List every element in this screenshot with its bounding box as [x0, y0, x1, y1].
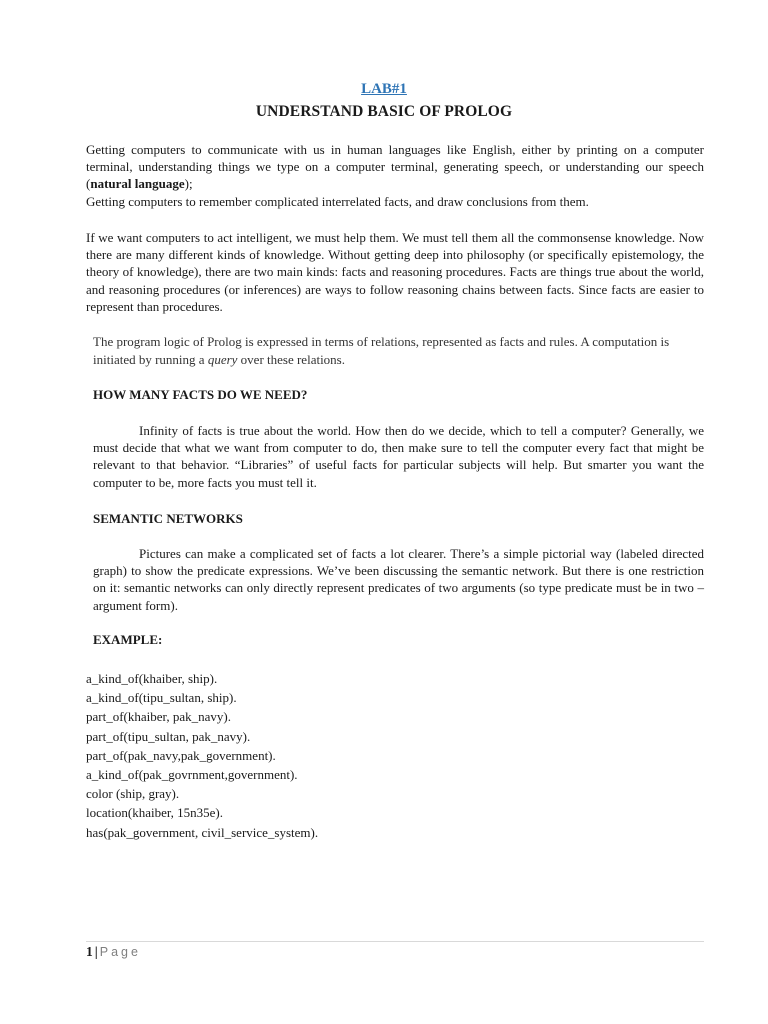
intro-paragraph-2: Getting computers to remember complicated interrelated facts, and draw conclusions from them.	[86, 194, 589, 209]
intro-paragraph-3: If we want computers to act intelligent, we must help them. We must tell them all the commonsense knowledge. Now there are many different kinds of knowledge. Without getting deep into philosophy (or specifically epistemology, the theory of knowledge), there are two main kinds: facts and reasoning procedures. Facts are things true about the world, and reasoning procedures (or inferences) are ways to follow reasoning chains between facts. Since facts are easier to represent than procedures.	[86, 230, 704, 314]
section-heading-semantic-networks: SEMANTIC NETWORKS	[93, 511, 243, 526]
example-fact: part_of(pak_navy,pak_government).	[86, 747, 276, 763]
lab-title: LAB#1	[361, 81, 407, 97]
query-term: query	[207, 351, 238, 367]
quote-text: The program logic of Prolog is expressed in terms of relations, represented as facts and rules. A computation is initiated by running a	[93, 334, 670, 367]
example-fact: location(khaiber, 15n35e).	[86, 805, 224, 821]
example-fact: a_kind_of(khaiber, ship).	[86, 671, 218, 686]
footer-separator: |	[94, 944, 98, 959]
example-facts-list	[86, 669, 686, 842]
intro-text-end: );	[184, 176, 193, 192]
section-body-facts: Infinity of facts is true about the world. How then do we decide, which to tell a computer? Generally, we must decide that what we want from computer to do, then make sure to tell the computer every fact that might be relevant to that behavior. “Libraries” of useful facts for particular subjects will help. But smarter you want the computer to be, more facts you must tell it.	[93, 423, 704, 490]
section-body-semantic-networks: Pictures can make a complicated set of facts a lot clearer. There’s a simple pictorial way (labeled directed graph) to show the predicate expressions. We’ve been discussing the semantic network. But there is one restriction on it: semantic networks can only directly represent predicates of two arguments (so type predicate must be in two –argument form).	[93, 546, 704, 613]
example-fact: color (ship, gray).	[86, 786, 180, 802]
section-heading-facts: HOW MANY FACTS DO WE NEED?	[93, 387, 308, 402]
example-fact: part_of(khaiber, pak_navy).	[86, 709, 231, 725]
example-fact: a_kind_of(tipu_sultan, ship).	[86, 690, 237, 706]
intro-text: Getting computers to communicate with us in human languages like English, either by printing on a computer terminal, understanding things we type on a computer terminal, generating speech, or understanding our speech (	[86, 142, 704, 192]
example-fact: a_kind_of(pak_govrnment,government).	[86, 767, 298, 783]
natural-language-term: natural language	[90, 176, 185, 192]
page-footer	[86, 944, 141, 960]
example-fact: has(pak_government, civil_service_system).	[86, 824, 319, 840]
prolog-quote	[93, 333, 703, 368]
quote-text-end: over these relations.	[237, 351, 345, 367]
footer-divider	[86, 941, 704, 942]
example-fact: part_of(tipu_sultan, pak_navy).	[86, 728, 251, 744]
intro-paragraph-1	[86, 141, 704, 193]
page-number: 1	[86, 944, 93, 959]
page-label: Page	[99, 945, 141, 959]
document-title: UNDERSTAND BASIC OF PROLOG	[255, 103, 513, 120]
section-heading-example: EXAMPLE:	[93, 632, 163, 647]
